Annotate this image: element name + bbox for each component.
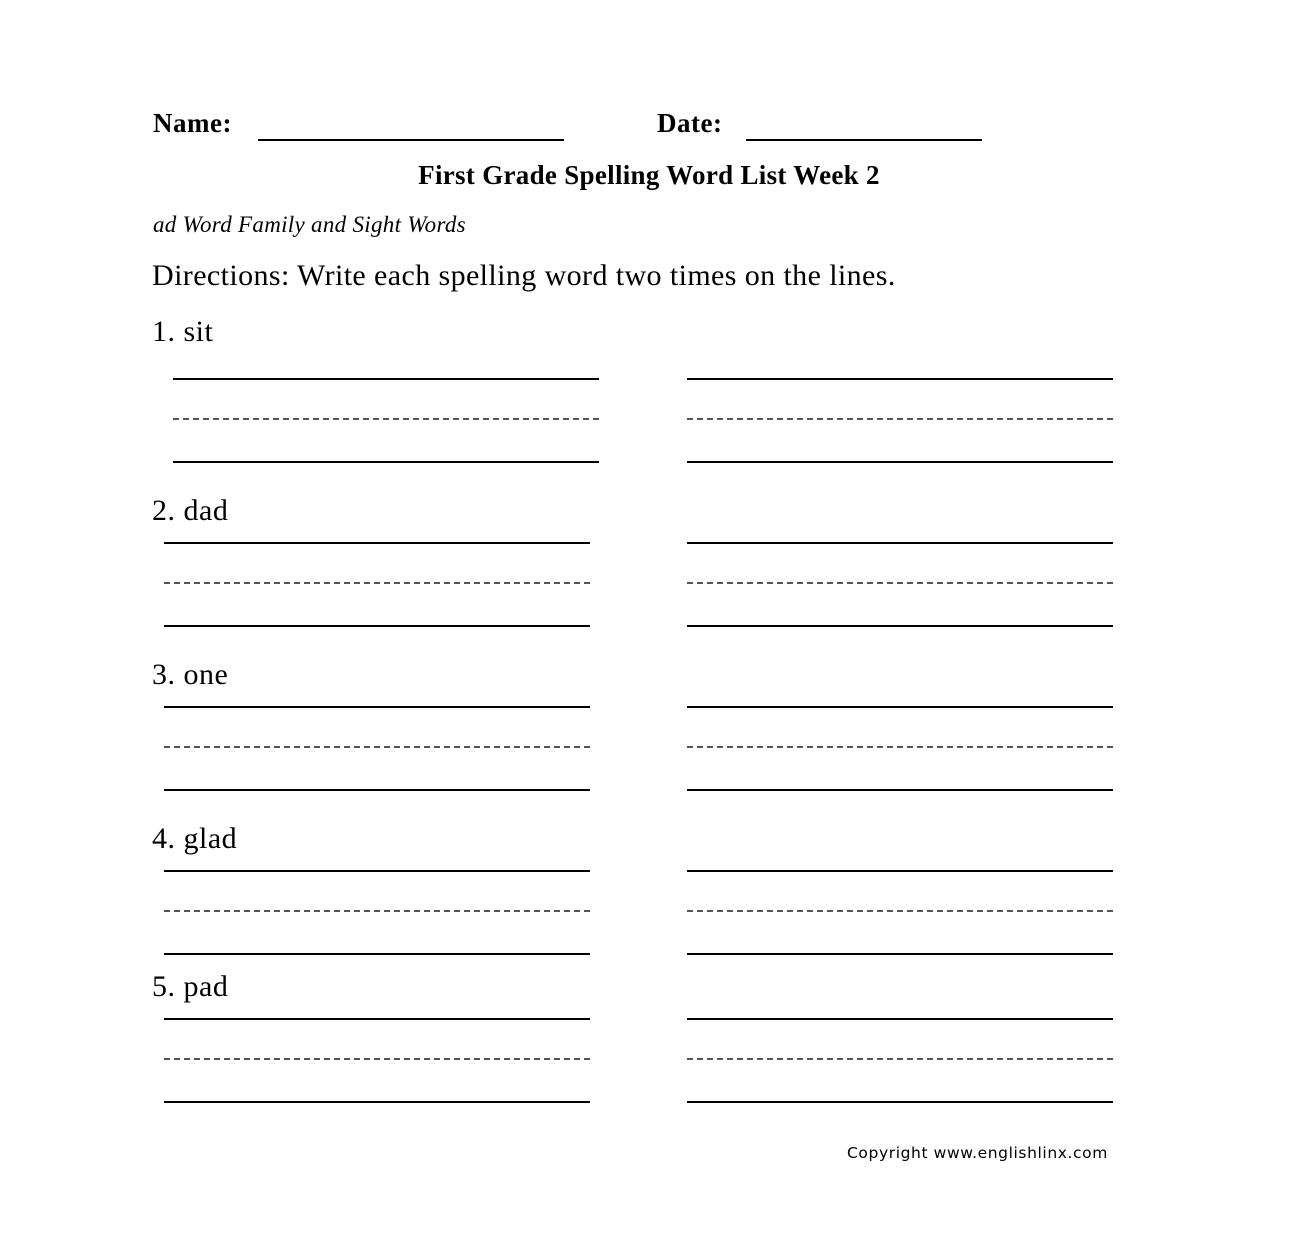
word-text: glad [183,822,238,855]
base-line [164,1101,590,1103]
word-number: 3. [152,658,176,691]
handwriting-lines-right [687,870,1113,954]
base-line [687,1101,1113,1103]
word-text: sit [183,315,214,348]
handwriting-lines-right [687,378,1113,462]
base-line [687,789,1113,791]
spelling-word-item [152,822,237,856]
dashed-midline [164,910,590,912]
word-text: one [183,658,229,691]
word-number: 1. [152,315,176,348]
worksheet-subtitle: ad Word Family and Sight Words [153,212,466,237]
dashed-midline [164,746,590,748]
spelling-word-item [152,970,228,1004]
word-number: 2. [152,494,176,527]
top-line [164,1018,590,1020]
top-line [173,378,599,380]
base-line [173,461,599,463]
dashed-midline [687,910,1113,912]
handwriting-lines-left [164,870,590,954]
top-line [687,706,1113,708]
spelling-word-item [152,315,213,349]
word-text: dad [183,494,229,527]
handwriting-lines-left [173,378,599,462]
top-line [164,870,590,872]
word-number: 4. [152,822,176,855]
dashed-midline [164,582,590,584]
word-text: pad [183,970,229,1003]
handwriting-lines-right [687,1018,1113,1102]
base-line [164,953,590,955]
worksheet-title [0,160,1301,191]
handwriting-lines-left [164,706,590,790]
top-line [164,706,590,708]
base-line [164,625,590,627]
top-line [687,542,1113,544]
directions-text: Directions: Write each spelling word two times on the lines. [152,259,896,292]
dashed-midline [687,746,1113,748]
base-line [687,953,1113,955]
base-line [687,625,1113,627]
handwriting-lines-left [164,1018,590,1102]
dashed-midline [164,1058,590,1060]
word-number: 5. [152,970,176,1003]
top-line [164,542,590,544]
top-line [687,378,1113,380]
dashed-midline [687,1058,1113,1060]
handwriting-lines-right [687,706,1113,790]
base-line [687,461,1113,463]
copyright-notice: Copyright www.englishlinx.com [847,1144,1108,1162]
date-blank-line [746,139,982,141]
name-label: Name: [153,108,232,138]
base-line [164,789,590,791]
worksheet-title-text: First Grade Spelling Word List Week 2 [418,160,880,190]
dashed-midline [687,582,1113,584]
spelling-word-item [152,658,228,692]
handwriting-lines-right [687,542,1113,626]
top-line [687,1018,1113,1020]
name-blank-line [258,139,564,141]
top-line [687,870,1113,872]
dashed-midline [173,418,599,420]
spelling-word-item [152,494,228,528]
date-label: Date: [657,108,723,138]
dashed-midline [687,418,1113,420]
handwriting-lines-left [164,542,590,626]
